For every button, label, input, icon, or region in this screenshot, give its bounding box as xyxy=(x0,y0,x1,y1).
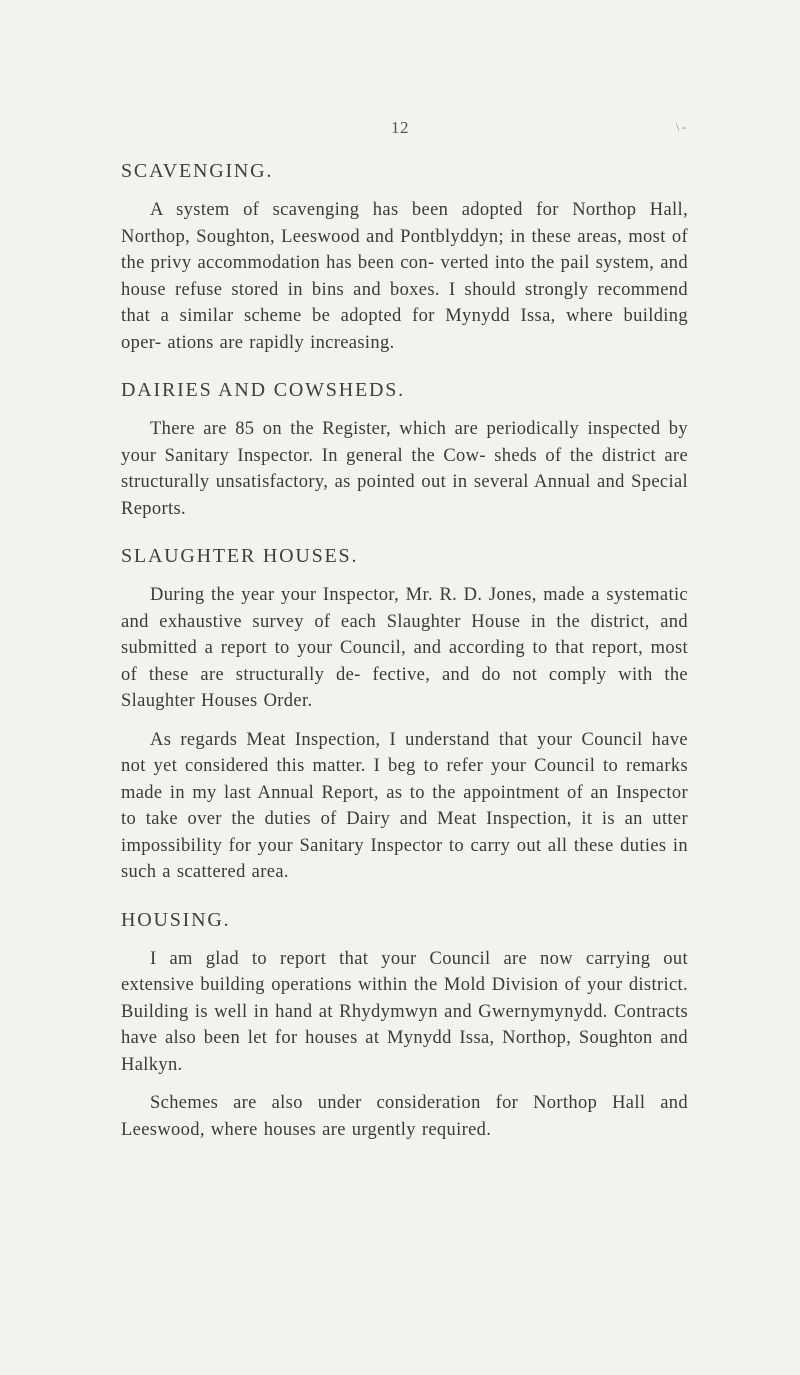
page-number: 12 xyxy=(391,118,409,137)
document-body xyxy=(121,160,688,1143)
section-paragraph: During the year your Inspector, Mr. R. D. Jones, made a systematic and exhaustive survey of each Slaughter House in the district, and submitted a report to your Council, and according to that report, most of these are structurally de- fective, and do not comply with the Slaughter Houses Order. xyxy=(121,585,688,711)
section-housing xyxy=(121,909,688,1144)
section-dairies-and-cowsheds xyxy=(121,379,688,522)
corner-mark: \ - xyxy=(676,120,687,134)
section-paragraph: There are 85 on the Register, which are periodically inspected by your Sanitary Inspector. In general the Cow- sheds of the district are structurally unsatisfactory, as pointed out in several Annual and Special Reports. xyxy=(121,419,688,519)
section-paragraph: I am glad to report that your Council are now carrying out extensive building operations within the Mold Division of your district. Building is well in hand at Rhydymwyn and Gwernymynydd. Contracts have also been let for houses at Mynydd Issa, Northop, Soughton and Halkyn. xyxy=(121,948,688,1075)
section-heading: HOUSING. xyxy=(121,908,231,931)
section-heading: SCAVENGING. xyxy=(121,160,274,182)
section-heading: DAIRIES AND COWSHEDS. xyxy=(121,379,405,401)
section-heading: SLAUGHTER HOUSES. xyxy=(121,545,359,567)
section-scavenging xyxy=(121,160,688,356)
section-paragraph: Schemes are also under consideration for Northop Hall and Leeswood, where houses are urgently required. xyxy=(121,1093,688,1140)
section-paragraph: As regards Meat Inspection, I understand that your Council have not yet considered this matter. I beg to refer your Council to remarks made in my last Annual Report, as to the appointment of an Inspector to take over the duties of Dairy and Meat Inspection, it is an utter impossibility for your Sanitary Inspector to carry out all these duties in such a scattered area. xyxy=(121,729,688,882)
section-paragraph: A system of scavenging has been adopted for Northop Hall, Northop, Soughton, Leeswood and Pontblyddyn; in these areas, most of the privy accommodation has been con- verted into the pail system, and house refuse stored in bins and boxes. I should strongly recommend that a similar scheme be adopted for Mynydd Issa, where building oper- ations are rapidly increasing. xyxy=(121,200,688,353)
section-slaughter-houses xyxy=(121,545,688,886)
